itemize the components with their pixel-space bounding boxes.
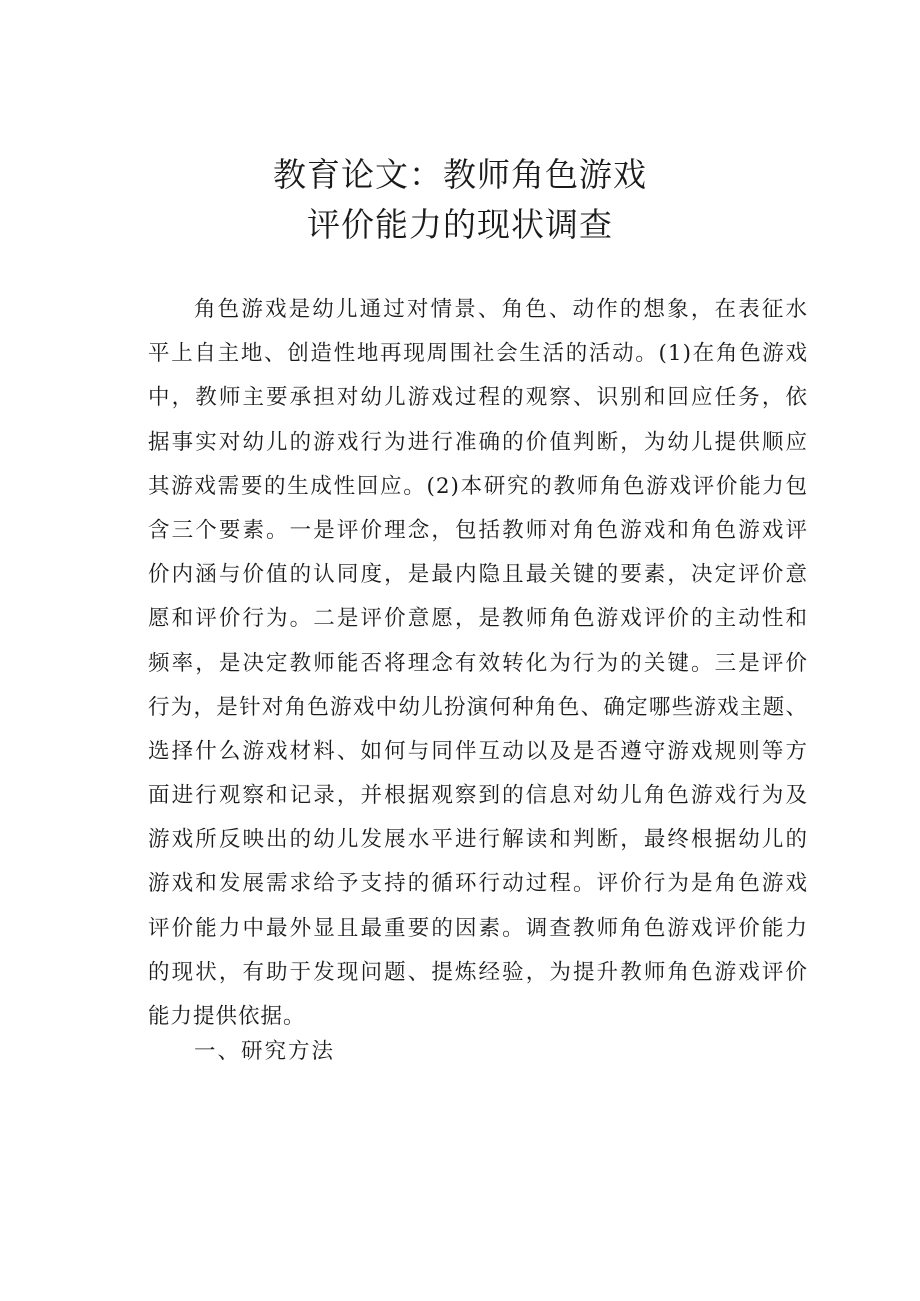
section-heading: 一、研究方法: [194, 1039, 336, 1064]
page-title-line-2: 评价能力的现状调查: [307, 205, 613, 244]
page-title-line-1: 教育论文：教师角色游戏: [273, 155, 647, 194]
paragraph-line: 平上自主地、创造性地再现周围社会生活的活动。(1)在角色游戏: [148, 341, 808, 367]
paragraph-line: 频率，是决定教师能否将理念有效转化为行为的关键。三是评价: [148, 650, 808, 676]
paragraph-line: 面进行观察和记录，并根据观察到的信息对幼儿角色游戏行为及: [148, 783, 808, 809]
paragraph-line: 中，教师主要承担对幼儿游戏过程的观察、识别和回应任务，依: [148, 385, 808, 411]
paragraph-line: 游戏和发展需求给予支持的循环行动过程。评价行为是角色游戏: [148, 871, 808, 897]
paragraph-line: 能力提供依据。: [148, 1004, 306, 1029]
paragraph-line: 的现状，有助于发现问题、提炼经验，为提升教师角色游戏评价: [148, 959, 808, 985]
paragraph-line: 游戏所反映出的幼儿发展水平进行解读和判断，最终根据幼儿的: [148, 827, 808, 853]
paragraph-line: 价内涵与价值的认同度，是最内隐且最关键的要素，决定评价意: [148, 562, 808, 588]
paragraph-line: 评价能力中最外显且最重要的因素。调查教师角色游戏评价能力: [148, 915, 808, 941]
page-title: [0, 150, 920, 250]
paragraph-line: 选择什么游戏材料、如何与同伴互动以及是否遵守游戏规则等方: [148, 738, 808, 764]
paragraph-line: 行为，是针对角色游戏中幼儿扮演何种角色、确定哪些游戏主题、: [148, 694, 808, 720]
paragraph-line: 含三个要素。一是评价理念，包括教师对角色游戏和角色游戏评: [148, 517, 808, 543]
paragraph-line: 其游戏需要的生成性回应。(2)本研究的教师角色游戏评价能力包: [148, 473, 808, 499]
paragraph-line: 据事实对幼儿的游戏行为进行准确的价值判断，为幼儿提供顺应: [148, 429, 808, 455]
paragraph-line: 角色游戏是幼儿通过对情景、角色、动作的想象，在表征水: [194, 297, 808, 322]
body-paragraph: [148, 288, 808, 1039]
paragraph-line: 愿和评价行为。二是评价意愿，是教师角色游戏评价的主动性和: [148, 606, 808, 632]
